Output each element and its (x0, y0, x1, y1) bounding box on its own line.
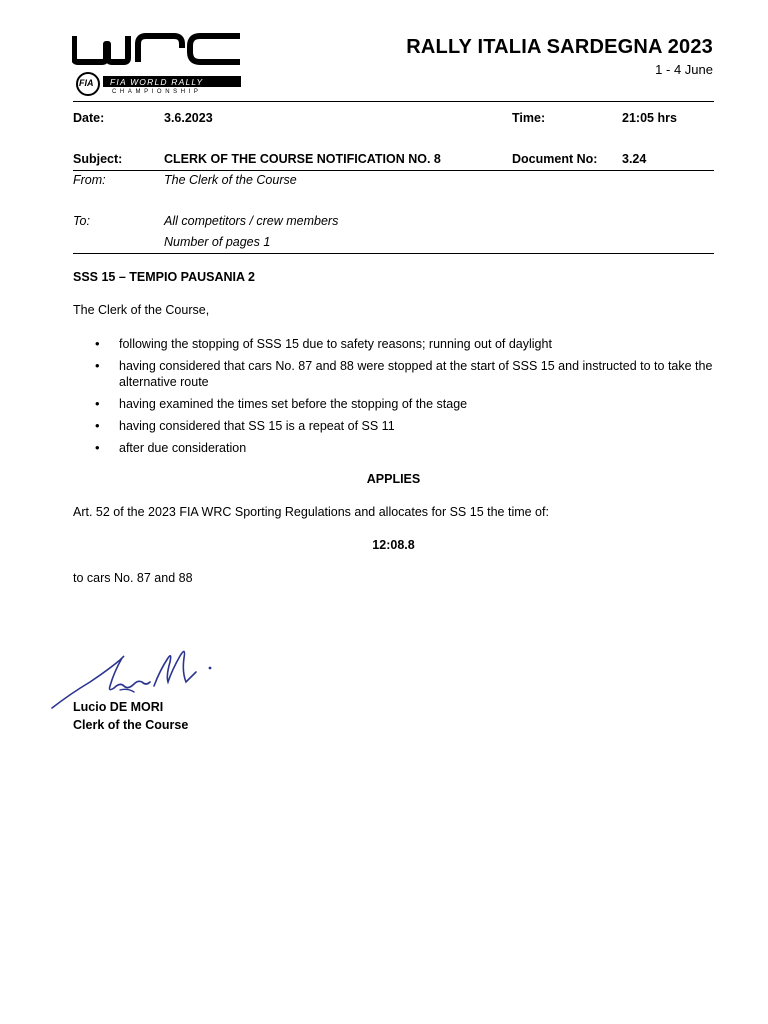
considerations-list (73, 336, 718, 462)
wrc-logo (72, 32, 247, 100)
from-label: From: (73, 173, 106, 187)
intro-text: The Clerk of the Course, (73, 303, 210, 317)
logo-line2: CHAMPIONSHIP (112, 89, 202, 95)
time-value: 21:05 hrs (622, 111, 677, 125)
from-value: The Clerk of the Course (164, 173, 297, 187)
subject-divider (73, 170, 714, 171)
date-value: 3.6.2023 (164, 111, 213, 125)
allocated-time: 12:08.8 (372, 538, 415, 552)
list-item: • following the stopping of SSS 15 due to safety reasons; running out of daylight (73, 336, 718, 352)
list-item: • after due consideration (73, 440, 718, 456)
article-text: Art. 52 of the 2023 FIA WRC Sporting Regulations and allocates for SS 15 the time of: (73, 505, 549, 519)
header-divider (73, 101, 714, 102)
list-item: • having considered that SS 15 is a repeat of SS 11 (73, 418, 718, 434)
document-value: 3.24 (622, 152, 647, 166)
event-title: RALLY ITALIA SARDEGNA 2023 (406, 36, 713, 58)
cars-text: to cars No. 87 and 88 (73, 571, 193, 585)
meta-divider (73, 253, 714, 254)
list-item: • having examined the times set before the stopping of the stage (73, 396, 718, 412)
subject-label: Subject: (73, 152, 123, 166)
date-label: Date: (73, 111, 105, 125)
subject-value: CLERK OF THE COURSE NOTIFICATION NO. 8 (164, 152, 441, 166)
pages-value: Number of pages 1 (164, 235, 271, 249)
logo-line1: FIA WORLD RALLY (110, 77, 204, 87)
document-label: Document No: (512, 152, 598, 166)
signatory-name: Lucio DE MORI (73, 700, 164, 714)
signatory-role: Clerk of the Course (73, 718, 189, 732)
to-label: To: (73, 214, 90, 228)
to-value: All competitors / crew members (164, 214, 339, 228)
applies-heading: APPLIES (366, 472, 421, 486)
stage-heading: SSS 15 – TEMPIO PAUSANIA 2 (73, 270, 255, 284)
event-dates: 1 - 4 June (655, 62, 713, 77)
list-item: • having considered that cars No. 87 and 88 were stopped at the start of SSS 15 and instructed to to take the alternative route (73, 358, 718, 390)
fia-text: FIA (79, 78, 94, 88)
time-label: Time: (512, 111, 546, 125)
